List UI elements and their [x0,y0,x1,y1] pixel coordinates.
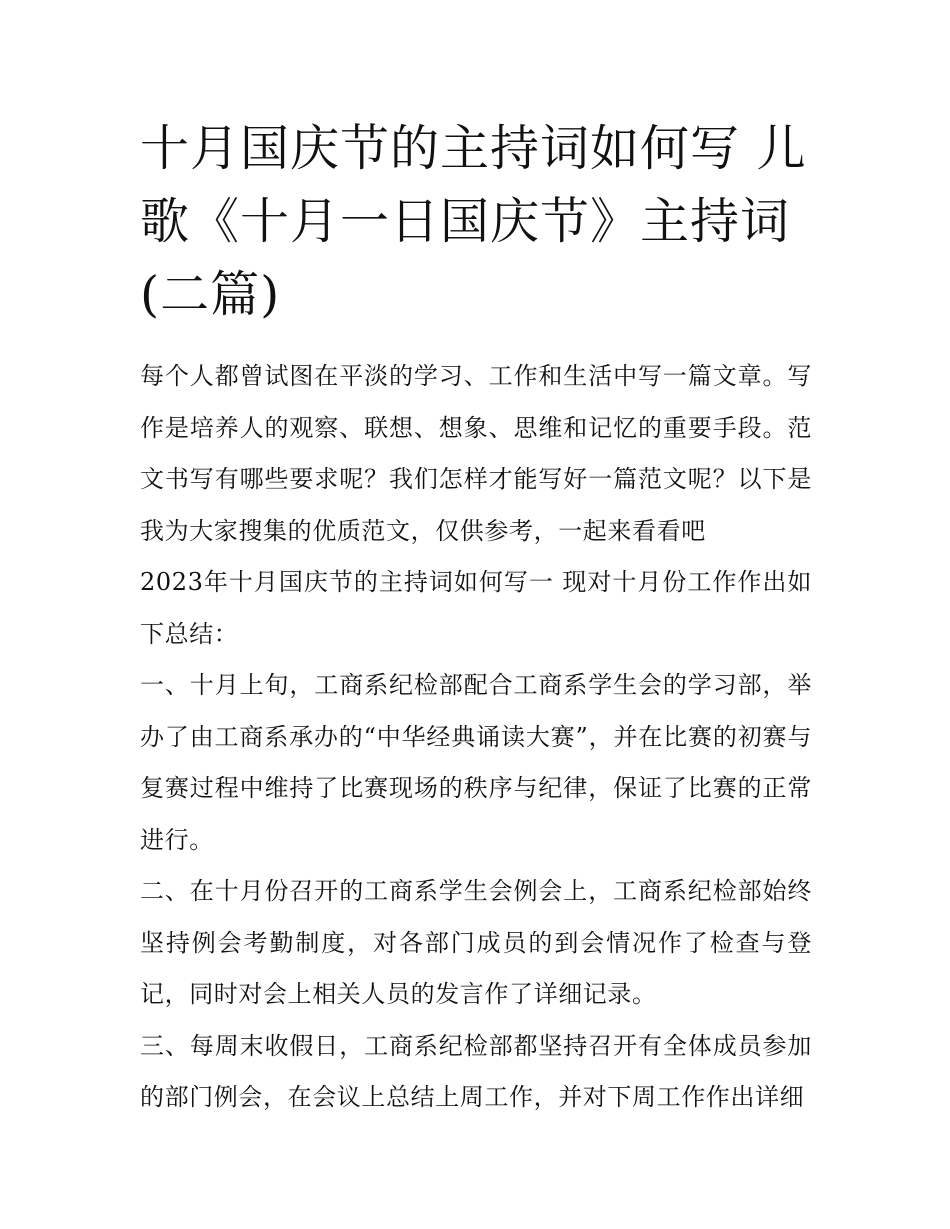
document-body [140,351,812,1124]
paragraph-summary-heading: 2023年十月国庆节的主持词如何写一 现对十月份工作作出如下总结： [140,568,812,648]
document-content [140,112,812,1124]
paragraph-intro: 每个人都曾试图在平淡的学习、工作和生活中写一篇文章。写作是培养人的观察、联想、想象、思维和记忆的重要手段。范文书写有哪些要求呢？我们怎样才能写好一篇范文呢？以下是我为大家搜集的优质范文，仅供参考，一起来看看吧 [140,362,812,545]
paragraph-item-2: 二、在十月份召开的工商系学生会例会上，工商系纪检部始终坚持例会考勤制度，对各部门成员的到会情况作了检查与登记，同时对会上相关人员的发言作了详细记录。 [140,877,812,1008]
paragraph-item-1: 一、十月上旬，工商系纪检部配合工商系学生会的学习部，举办了由工商系承办的“中华经典诵读大赛”，并在比赛的初赛与复赛过程中维持了比赛现场的秩序与纪律，保证了比赛的正常进行。 [140,671,812,854]
paragraph-item-3: 三、每周末收假日，工商系纪检部都坚持召开有全体成员参加的部门例会，在会议上总结上周工作，并对下周工作作出详细 [140,1031,812,1111]
document-title: 十月国庆节的主持词如何写 儿歌《十月一日国庆节》主持词(二篇) [140,120,807,323]
